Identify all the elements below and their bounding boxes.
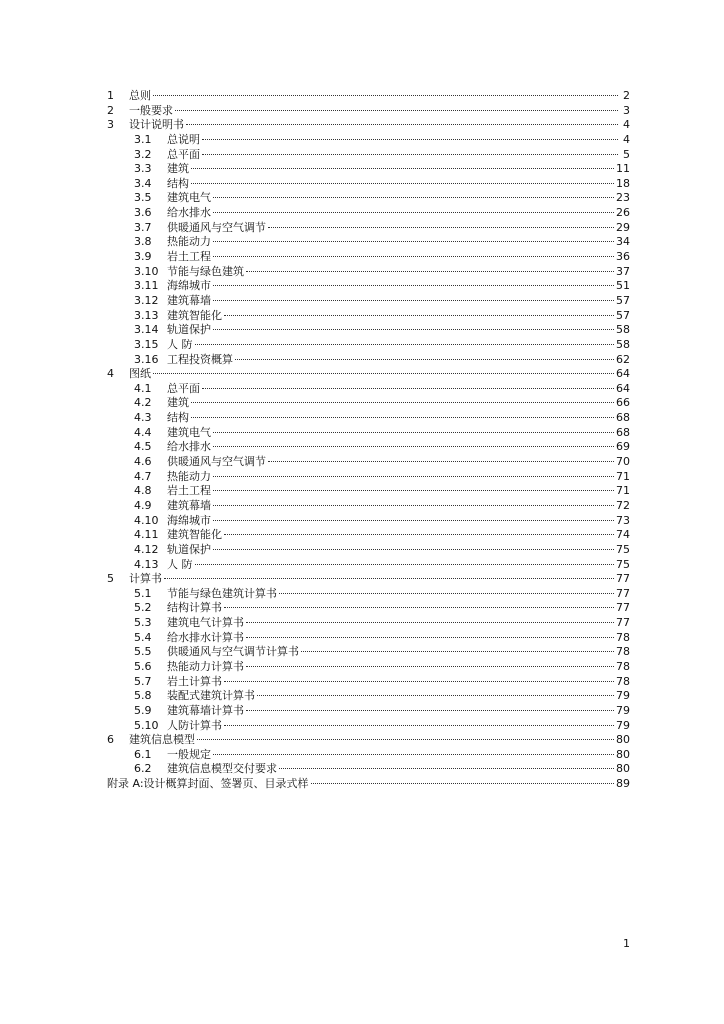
toc-entry-page: 37	[616, 264, 630, 278]
toc-entry[interactable]	[107, 104, 630, 119]
toc-entry[interactable]	[107, 762, 630, 777]
toc-entry-number: 4	[107, 367, 114, 381]
dot-leader	[279, 593, 614, 594]
dot-leader	[213, 432, 614, 433]
toc-entry-page: 71	[616, 469, 630, 483]
toc-entry[interactable]	[107, 426, 630, 441]
toc-entry-number: 3.3	[134, 162, 152, 176]
toc-entry-number: 5.2	[134, 601, 152, 615]
dot-leader	[191, 168, 614, 169]
toc-entry[interactable]	[107, 411, 630, 426]
toc-entry[interactable]	[107, 206, 630, 221]
dot-leader	[213, 476, 614, 477]
dot-leader	[224, 534, 614, 535]
toc-entry-page: 34	[616, 235, 630, 249]
toc-entry-page: 70	[616, 455, 630, 469]
toc-entry-number: 3.16	[134, 352, 159, 366]
toc-entry-title: 附录 A:设计概算封面、签署页、目录式样	[107, 777, 309, 791]
toc-entry-title: 建筑	[167, 162, 189, 176]
dot-leader	[257, 695, 614, 696]
toc-entry-number: 3.8	[134, 235, 152, 249]
toc-entry-number: 4.8	[134, 484, 152, 498]
dot-leader	[246, 637, 614, 638]
dot-leader	[301, 651, 614, 652]
toc-entry-title: 节能与绿色建筑计算书	[167, 586, 277, 600]
dot-leader	[279, 768, 614, 769]
dot-leader	[213, 256, 614, 257]
toc-entry-page: 78	[616, 645, 630, 659]
toc-entry-page: 72	[616, 498, 630, 512]
toc-entry-page: 58	[616, 323, 630, 337]
toc-entry-title: 建筑幕墙	[167, 498, 211, 512]
dot-leader	[213, 241, 614, 242]
dot-leader	[224, 681, 614, 682]
toc-entry-title: 供暖通风与空气调节	[167, 220, 266, 234]
toc-entry[interactable]	[107, 309, 630, 324]
toc-entry[interactable]	[107, 543, 630, 558]
dot-leader	[213, 549, 614, 550]
toc-entry[interactable]	[107, 338, 630, 353]
toc-entry-title: 轨道保护	[167, 323, 211, 337]
toc-entry-title: 人防计算书	[167, 718, 222, 732]
toc-entry-number: 4.6	[134, 455, 152, 469]
toc-entry-number: 3.5	[134, 191, 152, 205]
toc-entry-title: 人 防	[167, 557, 193, 571]
toc-entry-page: 69	[616, 440, 630, 454]
dot-leader	[186, 124, 618, 125]
toc-entry-title: 工程投资概算	[167, 352, 233, 366]
toc-entry-number: 5.4	[134, 630, 152, 644]
dot-leader	[213, 446, 614, 447]
dot-leader	[202, 154, 618, 155]
toc-entry-page: 79	[616, 703, 630, 717]
toc-entry-page: 78	[616, 630, 630, 644]
toc-entry-page: 68	[616, 411, 630, 425]
toc-entry-page: 75	[616, 557, 630, 571]
toc-entry-number: 4.9	[134, 498, 152, 512]
toc-entry-title: 轨道保护	[167, 542, 211, 556]
toc-entry-title: 建筑电气计算书	[167, 616, 244, 630]
toc-entry-number: 5.8	[134, 689, 152, 703]
toc-entry-title: 建筑幕墙计算书	[167, 703, 244, 717]
toc-entry-number: 5	[107, 572, 114, 586]
toc-entry[interactable]	[107, 294, 630, 309]
page-number: 1	[623, 937, 630, 950]
toc-entry-number: 4.3	[134, 411, 152, 425]
toc-entry-title: 建筑智能化	[167, 308, 222, 322]
dot-leader	[175, 110, 618, 111]
toc-entry-page: 71	[616, 484, 630, 498]
toc-entry-number: 3.13	[134, 308, 159, 322]
toc-entry-page: 75	[616, 542, 630, 556]
toc-entry-number: 5.10	[134, 718, 159, 732]
toc-entry-title: 装配式建筑计算书	[167, 689, 255, 703]
toc-entry-number: 4.2	[134, 396, 152, 410]
toc-entry-title: 热能动力	[167, 469, 211, 483]
toc-entry-page: 58	[616, 337, 630, 351]
toc-entry-title: 建筑信息模型交付要求	[167, 762, 277, 776]
toc-entry-page: 29	[616, 220, 630, 234]
toc-entry-number: 3.15	[134, 337, 159, 351]
toc-entry-title: 岩土计算书	[167, 674, 222, 688]
toc-entry-number: 3	[107, 118, 114, 132]
toc-entry[interactable]	[107, 514, 630, 529]
toc-entry-title: 设计说明书	[129, 118, 184, 132]
toc-entry[interactable]	[107, 162, 630, 177]
toc-entry-page: 11	[616, 162, 630, 176]
toc-entry-title: 热能动力	[167, 235, 211, 249]
toc-entry[interactable]	[107, 631, 630, 646]
toc-entry-page: 80	[616, 762, 630, 776]
toc-entry-page: 77	[616, 616, 630, 630]
toc-entry[interactable]	[107, 704, 630, 719]
toc-entry-title: 结构	[167, 176, 189, 190]
toc-entry[interactable]	[107, 279, 630, 294]
toc-entry-page: 4	[623, 118, 630, 132]
toc-entry-page: 64	[616, 367, 630, 381]
toc-entry[interactable]	[107, 733, 630, 748]
toc-entry[interactable]	[107, 455, 630, 470]
toc-entry-title: 供暖通风与空气调节	[167, 455, 266, 469]
toc-entry-number: 5.7	[134, 674, 152, 688]
toc-entry-title: 结构计算书	[167, 601, 222, 615]
toc-entry-page: 4	[623, 132, 630, 146]
toc-entry-title: 总说明	[167, 132, 200, 146]
toc-entry[interactable]	[107, 265, 630, 280]
toc-entry-number: 4.11	[134, 528, 159, 542]
toc-entry[interactable]	[107, 748, 630, 763]
dot-leader	[213, 197, 614, 198]
toc-entry-title: 结构	[167, 411, 189, 425]
toc-entry[interactable]	[107, 323, 630, 338]
toc-entry[interactable]	[107, 235, 630, 250]
toc-entry[interactable]	[107, 689, 630, 704]
toc-entry[interactable]	[107, 484, 630, 499]
toc-entry-page: 57	[616, 293, 630, 307]
toc-entry-page: 77	[616, 586, 630, 600]
toc-entry-title: 建筑电气	[167, 425, 211, 439]
toc-entry-page: 62	[616, 352, 630, 366]
dot-leader	[213, 212, 614, 213]
toc-entry[interactable]	[107, 221, 630, 236]
dot-leader	[153, 373, 614, 374]
toc-entry-number: 2	[107, 103, 114, 117]
toc-entry-number: 3.11	[134, 279, 159, 293]
toc-entry-page: 2	[623, 89, 630, 102]
toc-entry-page: 51	[616, 279, 630, 293]
toc-entry[interactable]	[107, 148, 630, 163]
toc-entry-number: 3.7	[134, 220, 152, 234]
toc-entry-title: 给水排水计算书	[167, 630, 244, 644]
toc-entry-number: 5.6	[134, 659, 152, 673]
dot-leader	[197, 739, 614, 740]
dot-leader	[191, 402, 614, 403]
toc-entry-title: 总平面	[167, 381, 200, 395]
toc-entry-page: 78	[616, 674, 630, 688]
dot-leader	[213, 490, 614, 491]
toc-entry-number: 4.7	[134, 469, 152, 483]
toc-entry-page: 3	[623, 103, 630, 117]
dot-leader	[195, 564, 615, 565]
toc-entry-number: 5.5	[134, 645, 152, 659]
toc-entry-number: 6	[107, 733, 114, 747]
toc-entry-title: 人 防	[167, 337, 193, 351]
dot-leader	[164, 578, 614, 579]
dot-leader	[246, 710, 614, 711]
toc-entry-title: 节能与绿色建筑	[167, 264, 244, 278]
toc-entry-page: 77	[616, 572, 630, 586]
toc-entry-number: 5.1	[134, 586, 152, 600]
toc-entry-title: 给水排水	[167, 440, 211, 454]
toc-entry-page: 77	[616, 601, 630, 615]
dot-leader	[191, 417, 614, 418]
toc-entry[interactable]	[107, 353, 630, 368]
toc-entry[interactable]	[107, 601, 630, 616]
toc-entry-title: 总平面	[167, 147, 200, 161]
toc-entry-page: 23	[616, 191, 630, 205]
toc-entry-number: 4.12	[134, 542, 159, 556]
toc-entry-title: 计算书	[129, 572, 162, 586]
toc-entry[interactable]	[107, 250, 630, 265]
dot-leader	[213, 285, 614, 286]
dot-leader	[213, 505, 614, 506]
dot-leader	[202, 139, 618, 140]
dot-leader	[268, 227, 614, 228]
toc-entry[interactable]	[107, 675, 630, 690]
dot-leader	[246, 622, 614, 623]
toc-entry-title: 海绵城市	[167, 513, 211, 527]
dot-leader	[246, 666, 614, 667]
toc-entry-number: 4.10	[134, 513, 159, 527]
toc-entry-page: 80	[616, 747, 630, 761]
dot-leader	[191, 183, 614, 184]
toc-entry[interactable]	[107, 382, 630, 397]
dot-leader	[213, 754, 614, 755]
toc-entry-page: 79	[616, 689, 630, 703]
dot-leader	[224, 607, 614, 608]
toc-entry-title: 给水排水	[167, 206, 211, 220]
toc-entry[interactable]	[107, 616, 630, 631]
toc-entry-title: 一般规定	[167, 747, 211, 761]
toc-entry-number: 4.5	[134, 440, 152, 454]
toc-entry-title: 建筑智能化	[167, 528, 222, 542]
toc-entry-number: 3.1	[134, 132, 152, 146]
toc-entry-page: 66	[616, 396, 630, 410]
toc-entry-number: 5.3	[134, 616, 152, 630]
toc-entry-page: 36	[616, 250, 630, 264]
toc-entry-number: 6.2	[134, 762, 152, 776]
toc-entry[interactable]	[107, 118, 630, 133]
toc-entry[interactable]	[107, 660, 630, 675]
toc-entry[interactable]	[107, 558, 630, 573]
dot-leader	[153, 95, 618, 96]
toc-entry-number: 4.13	[134, 557, 159, 571]
toc-entry-page: 74	[616, 528, 630, 542]
toc-entry[interactable]	[107, 528, 630, 543]
toc-entry-title: 岩土工程	[167, 250, 211, 264]
toc-entry-page: 57	[616, 308, 630, 322]
toc-entry-number: 3.4	[134, 176, 152, 190]
toc-entry[interactable]	[107, 470, 630, 485]
toc-entry-number: 4.4	[134, 425, 152, 439]
toc-entry-number: 4.1	[134, 381, 152, 395]
dot-leader	[213, 520, 614, 521]
toc-entry[interactable]	[107, 499, 630, 514]
toc-entry-number: 6.1	[134, 747, 152, 761]
dot-leader	[246, 271, 614, 272]
dot-leader	[311, 783, 614, 784]
toc-entry[interactable]	[107, 572, 630, 587]
toc-entry-page: 78	[616, 659, 630, 673]
toc-entry[interactable]	[107, 177, 630, 192]
toc-entry-page: 26	[616, 206, 630, 220]
table-of-contents	[107, 89, 630, 792]
toc-entry[interactable]	[107, 440, 630, 455]
toc-entry-title: 一般要求	[129, 103, 173, 117]
toc-entry[interactable]	[107, 719, 630, 734]
toc-entry-number: 3.14	[134, 323, 159, 337]
toc-entry-title: 供暖通风与空气调节计算书	[167, 645, 299, 659]
toc-entry-number: 3.2	[134, 147, 152, 161]
dot-leader	[268, 461, 614, 462]
toc-entry-title: 建筑	[167, 396, 189, 410]
toc-entry[interactable]	[107, 645, 630, 660]
dot-leader	[224, 315, 614, 316]
toc-entry-title: 海绵城市	[167, 279, 211, 293]
dot-leader	[202, 388, 614, 389]
toc-entry-title: 热能动力计算书	[167, 659, 244, 673]
dot-leader	[224, 725, 614, 726]
toc-entry[interactable]	[107, 396, 630, 411]
toc-entry-title: 建筑信息模型	[129, 733, 195, 747]
dot-leader	[213, 300, 614, 301]
toc-entry[interactable]	[107, 89, 630, 104]
toc-entry-page: 79	[616, 718, 630, 732]
toc-entry-page: 80	[616, 733, 630, 747]
dot-leader	[213, 329, 614, 330]
toc-entry-title: 图纸	[129, 367, 151, 381]
toc-entry[interactable]	[107, 133, 630, 148]
toc-entry-title: 总则	[129, 89, 151, 102]
toc-entry-page: 68	[616, 425, 630, 439]
toc-entry-number: 3.6	[134, 206, 152, 220]
toc-entry-number: 3.10	[134, 264, 159, 278]
toc-entry-page: 5	[623, 147, 630, 161]
toc-entry-number: 1	[107, 89, 114, 102]
toc-entry-page: 89	[616, 777, 630, 791]
toc-entry-number: 5.9	[134, 703, 152, 717]
dot-leader	[195, 344, 615, 345]
toc-entry-title: 岩土工程	[167, 484, 211, 498]
dot-leader	[235, 359, 614, 360]
toc-entry-title: 建筑电气	[167, 191, 211, 205]
toc-entry-number: 3.12	[134, 293, 159, 307]
toc-entry[interactable]	[107, 587, 630, 602]
toc-entry[interactable]	[107, 367, 630, 382]
toc-entry-title: 建筑幕墙	[167, 293, 211, 307]
toc-entry[interactable]	[107, 191, 630, 206]
toc-entry-number: 3.9	[134, 250, 152, 264]
toc-entry-page: 18	[616, 176, 630, 190]
toc-entry-page: 73	[616, 513, 630, 527]
toc-entry-page: 64	[616, 381, 630, 395]
toc-entry[interactable]	[107, 777, 630, 792]
